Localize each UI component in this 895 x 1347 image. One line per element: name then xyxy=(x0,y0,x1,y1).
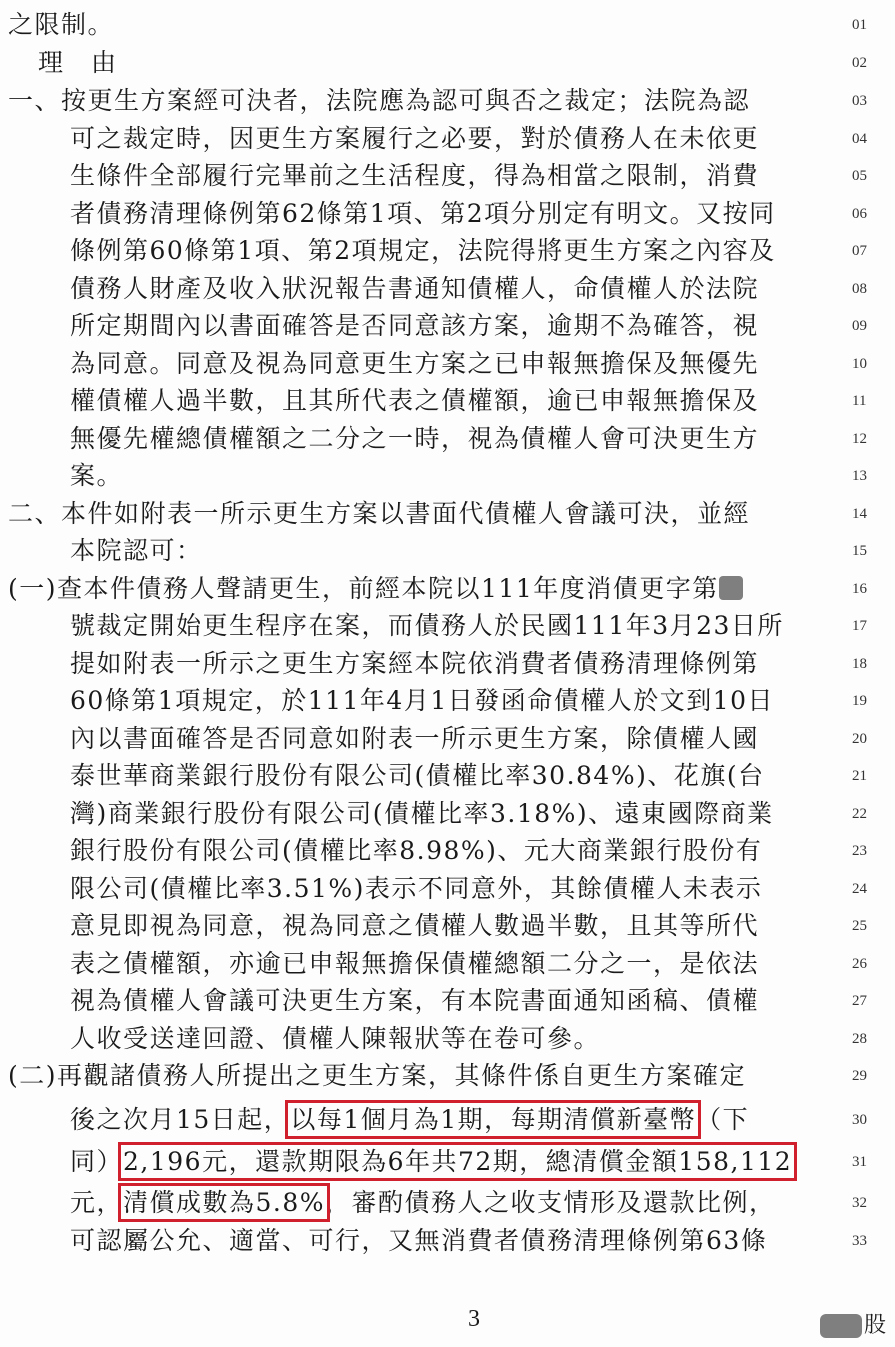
line-number: 25 xyxy=(852,918,867,934)
document-line xyxy=(0,1184,895,1222)
redacted-division-name xyxy=(820,1314,862,1338)
line-text: 條例第60條第1項、第2項規定，法院得將更生方案之內容及 xyxy=(70,236,776,265)
line-number: 02 xyxy=(852,55,867,71)
line-text: 案。 xyxy=(70,461,124,490)
line-number: 05 xyxy=(852,168,867,184)
line-text xyxy=(8,570,743,608)
line-number: 17 xyxy=(852,618,867,634)
line-text xyxy=(70,1143,792,1181)
line-text: 視為債權人會議可決更生方案，有本院書面通知函稿、債權 xyxy=(70,986,760,1015)
division-suffix: 股 xyxy=(864,1313,887,1338)
line-text-content: (一)查本件債務人聲請更生，前經本院以111年度消債更字第 xyxy=(8,574,719,603)
document-line xyxy=(0,607,895,645)
document-line xyxy=(0,457,895,495)
line-number: 30 xyxy=(852,1112,867,1128)
document-line xyxy=(0,757,895,795)
line-text-pre: 後之次月15日起， xyxy=(70,1105,291,1134)
line-number: 22 xyxy=(852,806,867,822)
line-number: 29 xyxy=(852,1068,867,1084)
document-line xyxy=(0,420,895,458)
line-text: 債務人財產及收入狀況報告書通知債權人，命債權人於法院 xyxy=(70,274,760,303)
line-text: 表之債權額，亦逾已申報無擔保債權總額二分之一，是依法 xyxy=(70,949,760,978)
line-text: 灣)商業銀行股份有限公司(債權比率3.18%)、遠東國際商業 xyxy=(70,799,774,828)
document-line xyxy=(0,1222,895,1260)
line-number: 33 xyxy=(852,1233,867,1249)
line-text: 可認屬公允、適當、可行，又無消費者債務清理條例第63條 xyxy=(70,1226,768,1255)
document-line xyxy=(0,1101,895,1139)
line-number: 12 xyxy=(852,431,867,447)
document-line xyxy=(0,945,895,983)
line-number: 01 xyxy=(852,17,867,33)
line-text-pre: 同） xyxy=(70,1147,124,1176)
document-line xyxy=(0,532,895,570)
line-number: 14 xyxy=(852,506,867,522)
document-line xyxy=(0,382,895,420)
highlighted-payment-schedule: 以每1個月為1期，每期清償新臺幣 xyxy=(290,1105,697,1134)
document-line xyxy=(0,345,895,383)
line-number: 10 xyxy=(852,356,867,372)
document-line xyxy=(0,120,895,158)
document-line xyxy=(0,832,895,870)
line-number: 20 xyxy=(852,731,867,747)
line-text: 生條件全部履行完畢前之生活程度，得為相當之限制，消費 xyxy=(70,161,760,190)
line-text: 意見即視為同意，視為同意之債權人數過半數，且其等所代 xyxy=(70,911,760,940)
line-number: 21 xyxy=(852,768,867,784)
line-text: 之限制。 xyxy=(8,10,115,39)
document-line xyxy=(0,195,895,233)
redacted-case-number xyxy=(719,576,743,600)
line-text xyxy=(70,1184,776,1222)
line-text: 所定期間內以書面確答是否同意該方案，逾期不為確答，視 xyxy=(70,311,760,340)
document-line xyxy=(0,307,895,345)
line-number: 26 xyxy=(852,956,867,972)
line-number: 28 xyxy=(852,1031,867,1047)
line-text: 限公司(債權比率3.51%)表示不同意外，其餘債權人未表示 xyxy=(70,874,763,903)
line-text: 號裁定開始更生程序在案，而債務人於民國111年3月23日所 xyxy=(70,611,784,640)
line-text: 提如附表一所示之更生方案經本院依消費者債務清理條例第 xyxy=(70,649,760,678)
document-line xyxy=(0,157,895,195)
document-line xyxy=(0,720,895,758)
line-text: 銀行股份有限公司(債權比率8.98%)、元大商業銀行股份有 xyxy=(70,836,763,865)
line-number: 06 xyxy=(852,206,867,222)
line-number: 32 xyxy=(852,1195,867,1211)
line-number: 18 xyxy=(852,656,867,672)
line-number: 09 xyxy=(852,318,867,334)
line-text-post: （下 xyxy=(696,1105,750,1134)
document-line xyxy=(0,495,895,533)
document-line xyxy=(0,645,895,683)
document-line xyxy=(0,270,895,308)
line-number: 24 xyxy=(852,881,867,897)
document-line xyxy=(0,682,895,720)
line-text: 本院認可： xyxy=(70,536,203,565)
line-text: 一、按更生方案經可決者，法院應為認可與否之裁定；法院為認 xyxy=(8,86,751,115)
document-line xyxy=(0,907,895,945)
line-number: 07 xyxy=(852,243,867,259)
line-text: 權債權人過半數，且其所代表之債權額，逾已申報無擔保及 xyxy=(70,386,760,415)
line-text: (二)再觀諸債務人所提出之更生方案，其條件係自更生方案確定 xyxy=(8,1061,747,1090)
line-text: 60條第1項規定，於111年4月1日發函命債權人於文到10日 xyxy=(70,686,775,715)
document-line xyxy=(0,570,895,608)
line-text xyxy=(70,1101,749,1139)
section-heading xyxy=(0,44,895,82)
line-text: 理 由 xyxy=(38,48,118,77)
line-number: 13 xyxy=(852,468,867,484)
line-number: 08 xyxy=(852,281,867,297)
document-line xyxy=(0,1057,895,1095)
line-number: 03 xyxy=(852,93,867,109)
highlighted-payment-amount: 2,196元，還款期限為6年共72期，總清償金額158,112 xyxy=(123,1147,793,1176)
line-number: 16 xyxy=(852,581,867,597)
document-line xyxy=(0,1020,895,1058)
line-number: 15 xyxy=(852,543,867,559)
page-number: 3 xyxy=(468,1306,480,1332)
line-text: 為同意。同意及視為同意更生方案之已申報無擔保及無優先 xyxy=(70,349,760,378)
document-line xyxy=(0,795,895,833)
line-text: 可之裁定時，因更生方案履行之必要，對於債務人在未依更 xyxy=(70,124,760,153)
line-number: 19 xyxy=(852,693,867,709)
line-text: 人收受送達回證、債權人陳報狀等在卷可參。 xyxy=(70,1024,601,1053)
document-line xyxy=(0,82,895,120)
highlighted-repayment-ratio: 清償成數為5.8% xyxy=(123,1188,326,1217)
line-text: 二、本件如附表一所示更生方案以書面代債權人會議可決，並經 xyxy=(8,499,751,528)
document-line xyxy=(0,6,895,44)
line-number: 27 xyxy=(852,993,867,1009)
line-text: 內以書面確答是否同意如附表一所示更生方案，除債權人國 xyxy=(70,724,760,753)
line-text-pre: 元， xyxy=(70,1188,124,1217)
line-number: 31 xyxy=(852,1154,867,1170)
line-text: 無優先權總債權額之二分之一時，視為債權人會可決更生方 xyxy=(70,424,760,453)
document-line xyxy=(0,1143,895,1181)
line-number: 04 xyxy=(852,131,867,147)
line-text-post: ，審酌債務人之收支情形及還款比例， xyxy=(325,1188,776,1217)
line-number: 23 xyxy=(852,843,867,859)
line-text: 泰世華商業銀行股份有限公司(債權比率30.84%)、花旗(台 xyxy=(70,761,765,790)
line-number: 11 xyxy=(852,393,867,409)
line-text: 者債務清理條例第62條第1項、第2項分別定有明文。又按同 xyxy=(70,199,776,228)
document-line xyxy=(0,232,895,270)
document-line xyxy=(0,870,895,908)
document-line xyxy=(0,982,895,1020)
